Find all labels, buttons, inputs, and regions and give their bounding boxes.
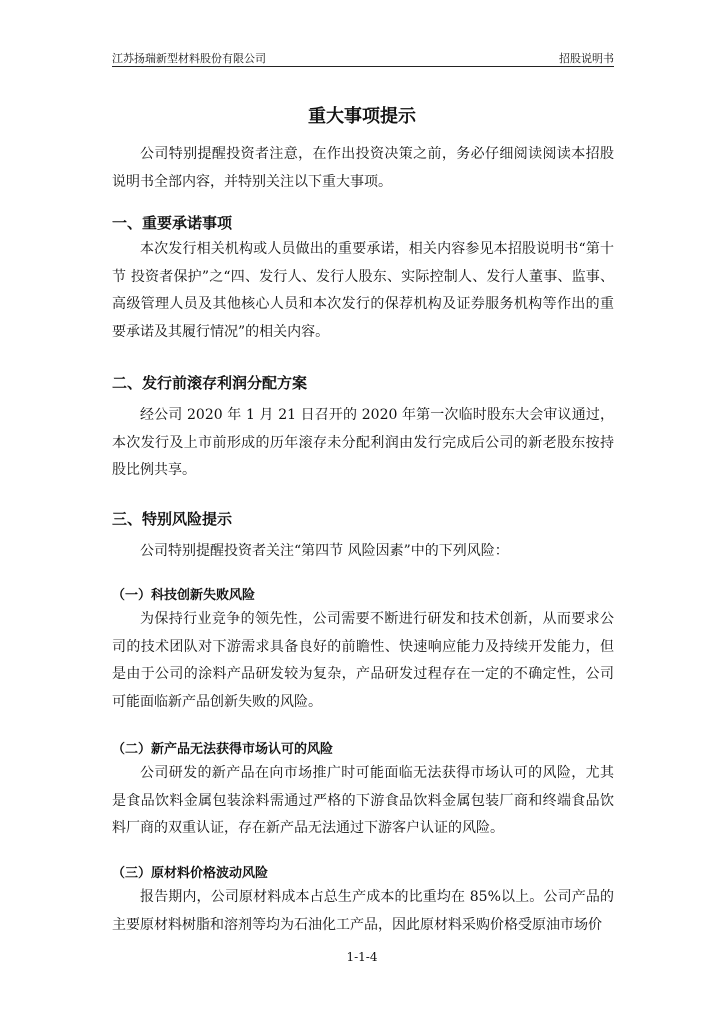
- section-heading-risk-warning: 三、特别风险提示: [112, 510, 233, 528]
- section-body-3-block: [112, 538, 614, 566]
- risk-body-1-block: [112, 606, 614, 716]
- section-body-commitments: 本次发行相关机构或人员做出的重要承诺，相关内容参见本招股说明书“第十节 投资者保护”之“四、发行人、发行人股东、实际控制人、发行人董事、监事、高级管理人员及其他核心人员和本次发行的保荐机构及证券服务机构等作出的重要承诺及其履行情况”的相关内容。: [112, 241, 614, 340]
- risk-heading-market-acceptance: （二）新产品无法获得市场认可的风险: [112, 742, 334, 757]
- risk-body-raw-material-price: 报告期内，公司原材料成本占总生产成本的比重均在 85%以上。公司产品的主要原材料树脂和溶剂等均为石油化工产品，因此原材料采购价格受原油市场价: [112, 889, 614, 933]
- section-heading-2-block: [112, 372, 614, 393]
- header-document-type: 招股说明书: [559, 52, 614, 65]
- section-heading-commitments: 一、重要承诺事项: [112, 214, 233, 232]
- section-heading-profit-distribution: 二、发行前滚存利润分配方案: [112, 374, 308, 392]
- risk-heading-raw-material-price: （三）原材料价格波动风险: [112, 866, 269, 881]
- section-body-risk-warning: 公司特别提醒投资者关注“第四节 风险因素”中的下列风险：: [140, 543, 509, 559]
- page-header: [112, 48, 614, 67]
- section-body-profit-distribution: 经公司 2020 年 1 月 21 日召开的 2020 年第一次临时股东大会审议通过，本次发行及上市前形成的历年滚存未分配利润由发行完成后公司的新老股东按持股比例共享。: [112, 407, 614, 478]
- risk-heading-1-block: [112, 584, 614, 603]
- section-body-1-block: [112, 236, 614, 346]
- risk-heading-innovation-failure: （一）科技创新失败风险: [112, 588, 256, 603]
- risk-heading-3-block: [112, 862, 614, 881]
- section-heading-3-block: [112, 508, 614, 529]
- page-title: 重大事项提示: [308, 106, 416, 127]
- risk-heading-2-block: [112, 738, 614, 757]
- risk-body-2-block: [112, 760, 614, 843]
- section-heading-1-block: [112, 212, 614, 233]
- header-company-name: 江苏扬瑞新型材料股份有限公司: [112, 52, 266, 65]
- intro-block: [112, 141, 614, 196]
- risk-body-3-block: [112, 884, 614, 939]
- risk-body-market-acceptance: 公司研发的新产品在向市场推广时可能面临无法获得市场认可的风险，尤其是食品饮料金属包装涂料需通过严格的下游食品饮料金属包装厂商和终端食品饮料厂商的双重认证，存在新产品无法通过下游客户认证的风险。: [112, 765, 614, 836]
- section-body-2-block: [112, 402, 614, 485]
- risk-body-innovation-failure: 为保持行业竞争的领先性，公司需要不断进行研发和技术创新，从而要求公司的技术团队对下游需求具备良好的前瞻性、快速响应能力及持续开发能力，但是由于公司的涂料产品研发较为复杂，产品研发过程存在一定的不确定性，公司可能面临新产品创新失败的风险。: [112, 611, 614, 710]
- intro-paragraph: 公司特别提醒投资者注意，在作出投资决策之前，务必仔细阅读阅读本招股说明书全部内容，并特别关注以下重大事项。: [112, 146, 614, 190]
- page-number: 1-1-4: [346, 950, 378, 964]
